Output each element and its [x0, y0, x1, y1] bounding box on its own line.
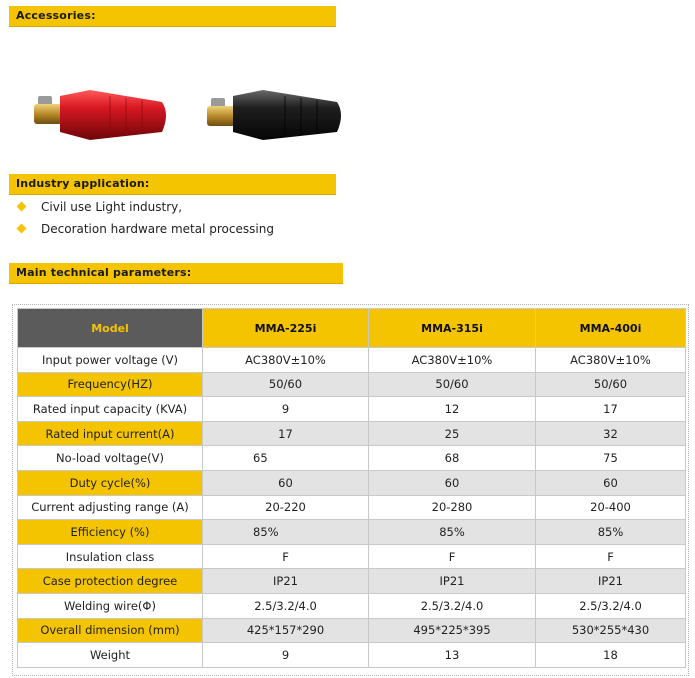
header-mma-400i: MMA-400i [536, 309, 686, 348]
table-cell: 85% [203, 520, 369, 545]
row-label: Frequency(HZ) [18, 372, 203, 397]
table-cell: 425*157*290 [203, 618, 369, 643]
table-cell: 12 [369, 397, 536, 422]
industry-title: Industry application: [16, 177, 150, 190]
table-row [18, 372, 686, 397]
table-cell: 20-220 [203, 495, 369, 520]
table-row [18, 421, 686, 446]
table-cell: 50/60 [536, 372, 686, 397]
row-label: Weight [18, 643, 203, 668]
table-row [18, 495, 686, 520]
row-label: Case protection degree [18, 569, 203, 594]
table-row [18, 470, 686, 495]
row-label: Welding wire(Φ) [18, 593, 203, 618]
table-cell: F [536, 544, 686, 569]
parameters-table [17, 308, 686, 668]
accessories-title: Accessories: [16, 9, 96, 22]
table-cell: 530*255*430 [536, 618, 686, 643]
header-mma-225i: MMA-225i [203, 309, 369, 348]
params-title: Main technical parameters: [16, 266, 192, 279]
table-cell: 60 [369, 470, 536, 495]
red-cable-connector [30, 82, 180, 144]
table-cell: 65 [203, 446, 369, 471]
row-label: Insulation class [18, 544, 203, 569]
table-row [18, 397, 686, 422]
row-label: Rated input capacity (KVA) [18, 397, 203, 422]
table-cell: 2.5/3.2/4.0 [203, 593, 369, 618]
table-cell: 9 [203, 397, 369, 422]
table-cell: IP21 [536, 569, 686, 594]
table-cell: 50/60 [369, 372, 536, 397]
table-cell: 20-280 [369, 495, 536, 520]
row-label: Input power voltage (V) [18, 348, 203, 373]
table-cell: 75 [536, 446, 686, 471]
diamond-bullet-icon [17, 202, 27, 212]
table-cell: AC380V±10% [203, 348, 369, 373]
table-cell: 9 [203, 643, 369, 668]
industry-section-header [9, 174, 336, 195]
table-header-row [18, 309, 686, 348]
row-label: Duty cycle(%) [18, 470, 203, 495]
table-cell: 13 [369, 643, 536, 668]
table-cell: 68 [369, 446, 536, 471]
table-row [18, 446, 686, 471]
row-label: Rated input current(A) [18, 421, 203, 446]
accessories-images [20, 82, 350, 152]
table-cell: 32 [536, 421, 686, 446]
table-cell: 60 [536, 470, 686, 495]
table-row [18, 348, 686, 373]
table-cell: 60 [203, 470, 369, 495]
parameters-table-frame [12, 304, 689, 676]
table-cell: 2.5/3.2/4.0 [369, 593, 536, 618]
table-cell: AC380V±10% [369, 348, 536, 373]
params-section-header [9, 263, 343, 284]
table-cell: 25 [369, 421, 536, 446]
row-label: No-load voltage(V) [18, 446, 203, 471]
header-model: Model [18, 309, 203, 348]
table-cell: IP21 [203, 569, 369, 594]
table-cell: 17 [536, 397, 686, 422]
table-cell: F [369, 544, 536, 569]
table-cell: F [203, 544, 369, 569]
table-cell: 85% [369, 520, 536, 545]
table-cell: 18 [536, 643, 686, 668]
table-cell: IP21 [369, 569, 536, 594]
table-row [18, 544, 686, 569]
table-row [18, 643, 686, 668]
table-row [18, 520, 686, 545]
accessories-section-header [9, 6, 336, 27]
black-cable-connector [203, 82, 353, 144]
table-row [18, 569, 686, 594]
table-cell: 495*225*395 [369, 618, 536, 643]
table-cell: 20-400 [536, 495, 686, 520]
row-label: Efficiency (%) [18, 520, 203, 545]
table-cell: 50/60 [203, 372, 369, 397]
table-cell: 2.5/3.2/4.0 [536, 593, 686, 618]
diamond-bullet-icon [17, 224, 27, 234]
table-cell: AC380V±10% [536, 348, 686, 373]
row-label: Current adjusting range (A) [18, 495, 203, 520]
row-label: Overall dimension (mm) [18, 618, 203, 643]
table-row [18, 618, 686, 643]
table-row [18, 593, 686, 618]
header-mma-315i: MMA-315i [369, 309, 536, 348]
table-cell: 17 [203, 421, 369, 446]
table-cell: 85% [536, 520, 686, 545]
